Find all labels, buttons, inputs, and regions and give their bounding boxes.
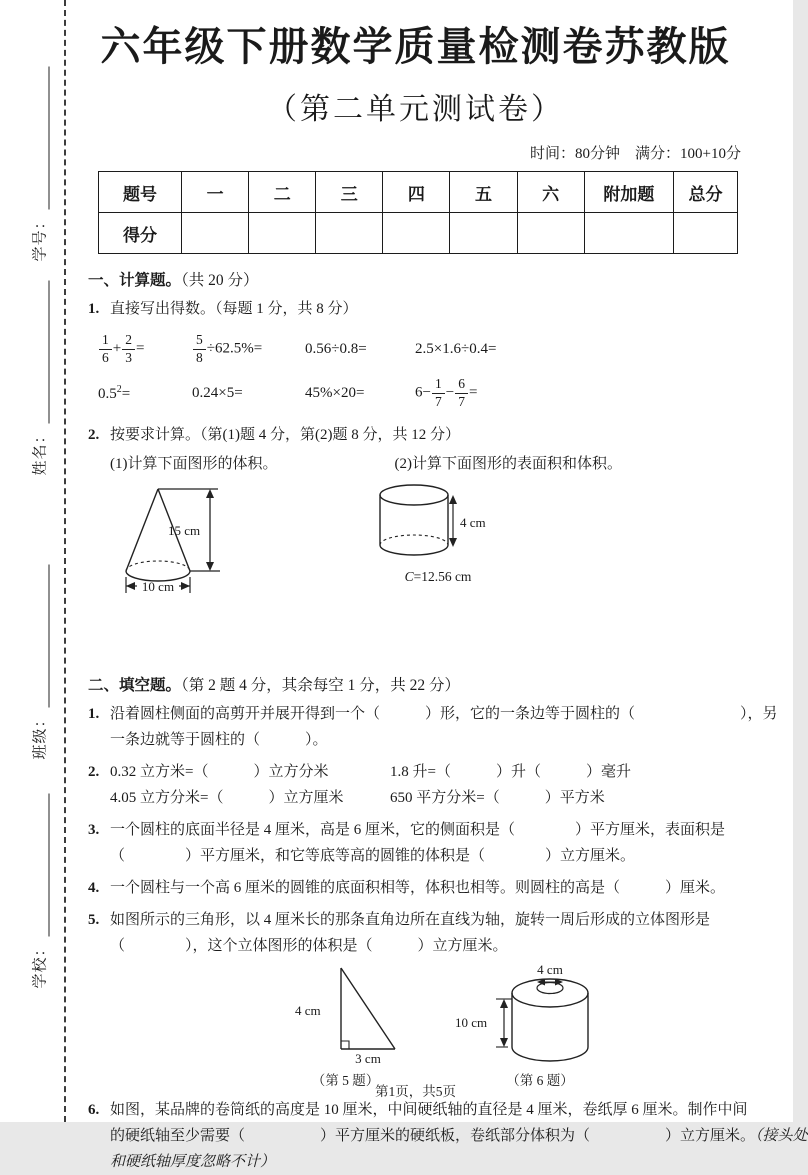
numerator: 2 [125, 332, 132, 348]
cone-figure [106, 481, 291, 611]
class-field [28, 565, 50, 760]
section2-q1-line2 [88, 727, 743, 753]
calc-row-2 [88, 376, 743, 410]
q1-note: （每题 1 分，共 8 分） [215, 301, 358, 317]
q2-note: （第(1)题 4 分，第(2)题 8 分，共 12 分） [200, 427, 460, 443]
q3-text-line2: （ ）平方厘米，和它等底等高的圆锥的体积是（ ）立方厘米。 [110, 848, 636, 864]
power-base: 0.5 [98, 385, 117, 402]
section2-q6-line2 [88, 1123, 808, 1149]
expression-5 [98, 384, 192, 403]
score-table-header-total: 总分 [674, 172, 738, 213]
cylinder-height-label: 4 cm [460, 515, 486, 530]
q5-text-line1: 如图所示的三角形，以 4 厘米长的那条直角边所在直线为轴，旋转一周后形成的立体图形是 [110, 912, 711, 928]
score-row-label: 得分 [99, 213, 182, 254]
q6-number: 6. [88, 1102, 100, 1118]
q3-text-line1: 一个圆柱的底面半径是 4 厘米，高是 6 厘米，它的侧面积是（ ）平方厘米，表面积是 [110, 822, 726, 838]
circumference-symbol: C [404, 569, 414, 584]
cylinder-diagram [368, 481, 508, 563]
score-table-header-row [99, 172, 738, 213]
denominator: 3 [122, 349, 135, 365]
section2-q4 [88, 875, 743, 901]
student-id-blank-line [35, 67, 50, 210]
paper-roll-diagram [450, 963, 630, 1063]
expression-8 [415, 377, 743, 408]
operator: + [112, 340, 122, 357]
calc-row-1 [88, 332, 743, 366]
student-id-label: 学号： [32, 213, 49, 262]
section2-q5-line2 [88, 933, 743, 959]
paper-content [88, 0, 808, 1175]
q2-sub1-text: (1)计算下面图形的体积。 [110, 456, 278, 472]
q2-conversion-4: 650 平方分米=（ ）平方米 [390, 790, 605, 806]
fraction [432, 377, 445, 408]
section2-q3-line2 [88, 843, 743, 869]
score-table-header-3: 三 [316, 172, 383, 213]
fraction [193, 333, 206, 364]
class-blank-line [35, 565, 50, 708]
q4-number: 4. [88, 880, 100, 896]
q2-conversion-2: 1.8 升=（ ）升（ ）毫升 [390, 764, 631, 780]
q6-note-part2: 和硬纸轴厚度忽略不计） [110, 1154, 276, 1170]
score-table-header-tihao: 题号 [99, 172, 182, 213]
cone-base-label: 10 cm [141, 579, 175, 594]
expression-3: 0.56÷0.8= [305, 340, 367, 357]
triangle-figure [283, 963, 408, 1089]
section1-q2 [88, 422, 743, 448]
student-id-field [28, 67, 50, 262]
section2-q5-line1 [88, 907, 743, 933]
numerator: 6 [458, 376, 465, 392]
fraction [455, 377, 468, 408]
section1-q2-subquestions [88, 452, 743, 473]
student-name-label: 姓名： [32, 427, 49, 476]
section2-figures [88, 963, 743, 1089]
equals-sign: = [135, 340, 145, 357]
triangle-horizontal-side-label: 3 cm [355, 1051, 381, 1066]
denominator: 8 [193, 349, 206, 365]
q2-conversion-3: 4.05 立方分米=（ ）立方厘米 [110, 790, 344, 806]
q5-number: 5. [88, 912, 100, 928]
paper-roll-caption: （第 6 题） [506, 1073, 574, 1088]
time-score-info: 时间：80分钟 满分：100+10分 [530, 146, 741, 162]
q6-text-line1: 如图，某品牌的卷筒纸的高度是 10 厘米，中间硬纸轴的直径是 4 厘米，卷纸厚 6 厘米。制作中间 [110, 1102, 748, 1118]
q2-sub2-text: (2)计算下面图形的表面积和体积。 [394, 456, 622, 472]
q1-text-line1: 沿着圆柱侧面的高剪开并展开得到一个（ ）形，它的一条边等于圆柱的（ ），另 [110, 706, 778, 722]
score-table-header-2: 二 [249, 172, 316, 213]
triangle-diagram [283, 963, 408, 1066]
q1-text-line2: 一条边就等于圆柱的（ ）。 [110, 732, 328, 748]
q1-text: 直接写出得数。 [110, 301, 216, 317]
section2-q3-line1 [88, 817, 743, 843]
page-number: 第1页，共5页 [375, 1084, 456, 1099]
cone-diagram [106, 481, 291, 606]
expression-4: 2.5×1.6÷0.4= [415, 340, 497, 357]
margin-dashed-line [64, 0, 66, 1122]
score-table-header-5: 五 [450, 172, 517, 213]
expression-2 [192, 333, 305, 364]
triangle-vertical-side-label: 4 cm [295, 1003, 321, 1018]
equals-sign: = [121, 385, 131, 402]
school-blank-line [35, 794, 50, 937]
section2-q2-row1 [88, 759, 743, 785]
section2-q6-line1 [88, 1097, 748, 1123]
score-table-header-4: 四 [383, 172, 450, 213]
section1-q1 [88, 296, 743, 322]
score-table-score-row [99, 213, 738, 254]
cylinder-figure [368, 481, 508, 585]
expression-tail: ÷62.5%= [206, 340, 263, 357]
section2-heading-text: 二、填空题。 [88, 677, 182, 694]
score-table-header-bonus: 附加题 [584, 172, 673, 213]
paper-subtitle: （第二单元测试卷） [267, 93, 564, 126]
q3-number: 3. [88, 822, 100, 838]
expression-1 [98, 333, 192, 364]
score-cell [517, 213, 584, 254]
section1-heading-note: （共 20 分） [181, 272, 259, 289]
student-name-field [28, 281, 50, 476]
score-cell [316, 213, 383, 254]
circumference-value: =12.56 cm [413, 569, 472, 584]
power-exponent: 2 [116, 383, 122, 395]
score-table-header-1: 一 [182, 172, 249, 213]
equals-sign: = [468, 384, 478, 401]
q2-number: 2. [88, 764, 100, 780]
expression-7: 45%×20= [305, 384, 365, 401]
leading-term: 6− [415, 384, 431, 401]
q5-text-line2: （ ），这个立体图形的体积是（ ）立方厘米。 [110, 938, 508, 954]
section1-heading-text: 一、计算题。 [88, 272, 182, 289]
q2-number: 2. [88, 427, 100, 443]
section2-q2-row2 [88, 785, 743, 811]
triangle-caption: （第 5 题） [311, 1073, 380, 1088]
expression-6: 0.24×5= [192, 384, 243, 401]
section1-heading [88, 268, 743, 290]
school-label: 学校： [32, 940, 49, 989]
score-cell [182, 213, 249, 254]
score-table-header-6: 六 [517, 172, 584, 213]
cone-height-label: 15 cm [168, 523, 201, 538]
section2-q1-line1 [88, 701, 778, 727]
roll-height-label: 10 cm [455, 1015, 488, 1030]
fraction [122, 333, 135, 364]
score-cell [584, 213, 673, 254]
roll-hole-diameter-label: 4 cm [537, 962, 563, 977]
q4-text: 一个圆柱与一个高 6 厘米的圆锥的底面积相等，体积也相等。则圆柱的高是（ ）厘米。 [110, 880, 726, 896]
numerator: 1 [102, 332, 109, 348]
score-cell [450, 213, 517, 254]
q1-number: 1. [88, 706, 100, 722]
paper-title: 六年级下册数学质量检测卷苏教版 [100, 24, 731, 69]
q6-note-part1: （接头处 [755, 1128, 808, 1144]
numerator: 5 [196, 332, 203, 348]
denominator: 6 [99, 349, 112, 365]
section2-q6-line3 [88, 1149, 743, 1175]
q6-text-line2: 的硬纸轴至少需要（ ）平方厘米的硬纸板，卷纸部分体积为（ ）立方厘米。 [110, 1128, 756, 1144]
school-field [28, 794, 50, 989]
cylinder-circumference-label [368, 569, 508, 585]
paper-roll-figure [450, 963, 630, 1089]
denominator: 7 [432, 393, 445, 409]
fraction [99, 333, 112, 364]
class-label: 班级： [32, 711, 49, 760]
denominator: 7 [455, 393, 468, 409]
section1-figures [88, 481, 743, 611]
score-table [98, 171, 738, 254]
q2-conversion-1: 0.32 立方米=（ ）立方分米 [110, 764, 329, 780]
section2-heading [88, 673, 743, 695]
section2-heading-note: （第 2 题 4 分，其余每空 1 分，共 22 分） [181, 677, 461, 694]
numerator: 1 [434, 376, 442, 392]
q2-text: 按要求计算。 [110, 427, 201, 443]
student-name-blank-line [35, 281, 50, 424]
score-cell [674, 213, 738, 254]
score-cell [383, 213, 450, 254]
operator: − [445, 384, 455, 401]
score-cell [249, 213, 316, 254]
q1-number: 1. [88, 301, 100, 317]
